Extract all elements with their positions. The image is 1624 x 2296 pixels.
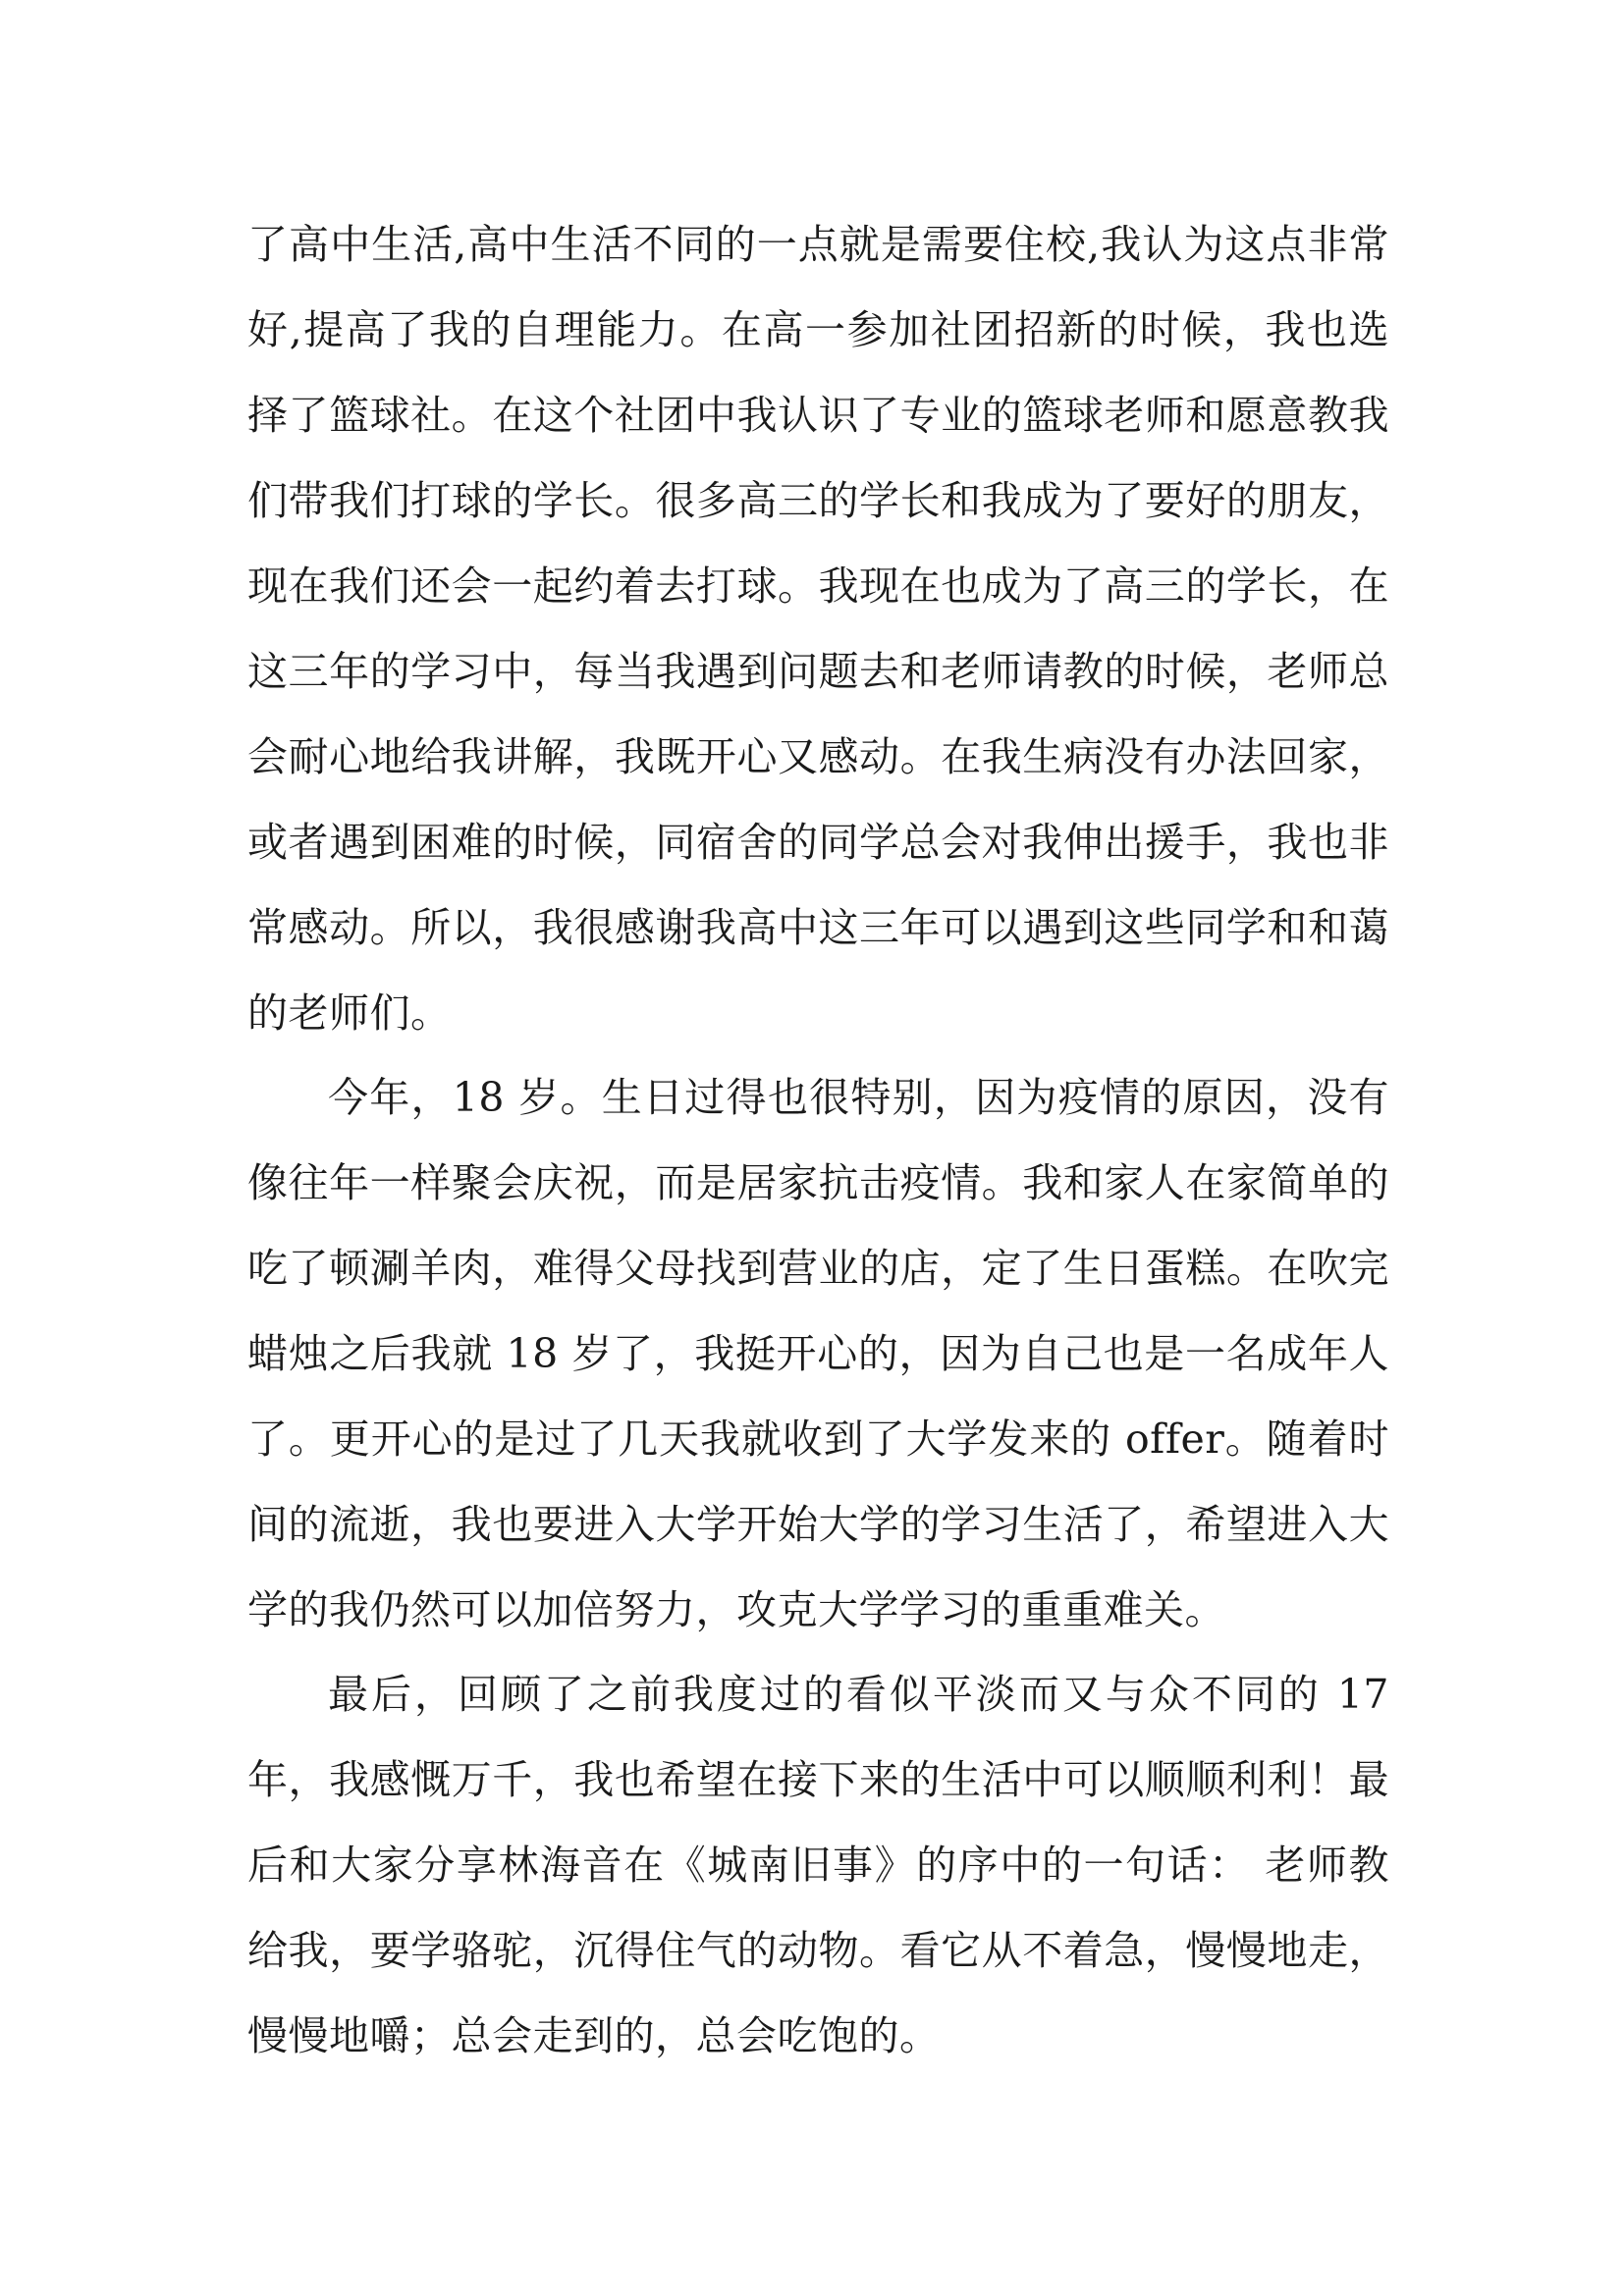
paragraph-high-school-life: 了高中生活,高中生活不同的一点就是需要住校,我认为这点非常好,提高了我的自理能力。在高一参加社团招新的时候，我也选择了篮球社。在这个社团中我认识了专业的篮球老师和愿意教我们带我们打球的学长。很多高三的学长和我成为了要好的朋友，现在我们还会一起约着去打球。我现在也成为了高三的学长，在这三年的学习中，每当我遇到问题去和老师请教的时候，老师总会耐心地给我讲解，我既开心又感动。在我生病没有办法回家，或者遇到困难的时候，同宿舍的同学总会对我伸出援手，我也非常感动。所以，我很感谢我高中这三年可以遇到这些同学和和蔼的老师们。 <box>247 221 1389 1037</box>
paragraph-conclusion: 最后，回顾了之前我度过的看似平淡而又与众不同的 17 年，我感慨万千，我也希望在接下来的生活中可以顺顺利利！最后和大家分享林海音在《城南旧事》的序中的一句话： 老师教给我，要学骆驼，沉得住气的动物。看它从不着急，慢慢地走，慢慢地嚼；总会走到的，总会吃饱的。 <box>247 1671 1389 2059</box>
paragraph-eighteenth-birthday: 今年，18 岁。生日过得也很特别，因为疫情的原因，没有像往年一样聚会庆祝，而是居家抗击疫情。我和家人在家简单的吃了顿涮羊肉，难得父母找到营业的店，定了生日蛋糕。在吹完蜡烛之后我就 18 岁了，我挺开心的，因为自己也是一名成年人了。更开心的是过了几天我就收到了大学发来的 offer。随着时间的流逝，我也要进入大学开始大学的学习生活了，希望进入大学的我仍然可以加倍努力，攻克大学学习的重重难关。 <box>247 1074 1389 1633</box>
